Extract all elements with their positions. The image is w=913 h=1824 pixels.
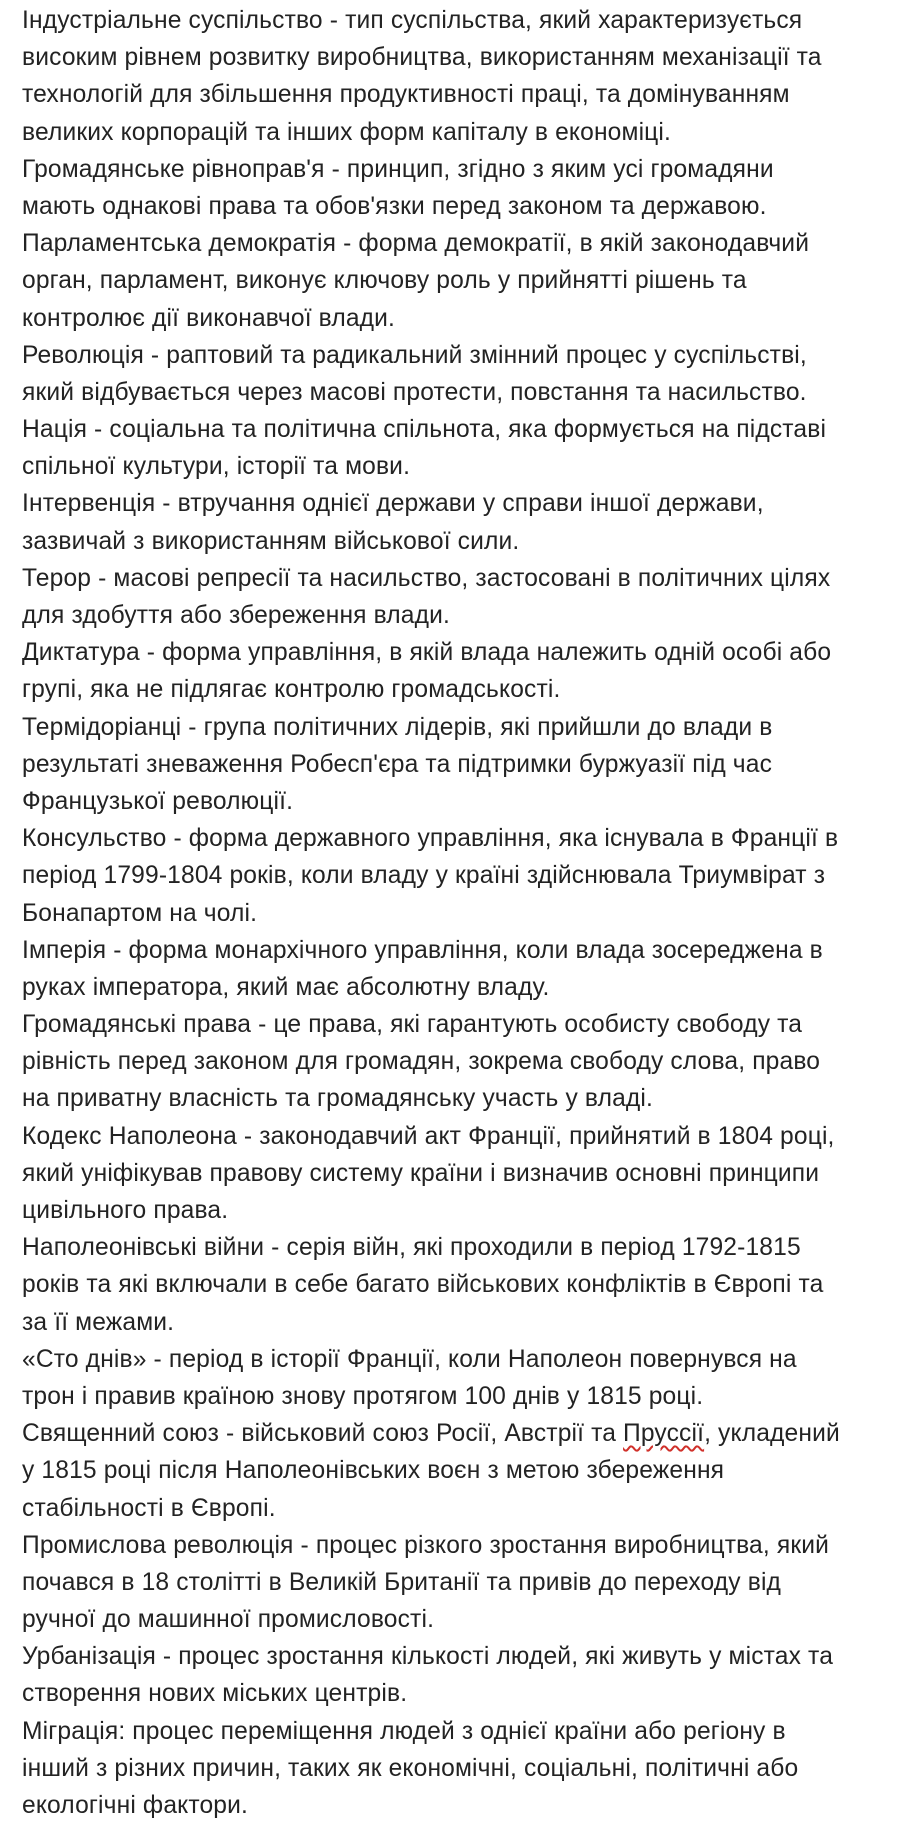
text-line: який уніфікував правову систему країни і визначив основні принципи: [22, 1159, 820, 1187]
definition-entry: [22, 1638, 907, 1712]
text-line: для здобуття або збереження влади.: [22, 602, 450, 629]
definition-entry: [22, 560, 907, 634]
definition-entry: [22, 411, 907, 485]
text-line: Громадянські права - це права, які гарантують особисту свободу та: [22, 1011, 803, 1039]
text-line: Урбанізація - процес зростання кількості людей, які живуть у містах та: [22, 1643, 834, 1671]
text-line: Парламентська демократія - форма демократії, в якій законодавчий: [22, 230, 810, 258]
spellcheck-flagged-word: Пруссії: [623, 1420, 705, 1448]
text-line: великих корпорацій та інших форм капіталу в економіці.: [22, 118, 672, 146]
text-line: цивільного права.: [22, 1197, 229, 1224]
text-line: Консульство - форма державного управління, яка існувала в Франції в: [22, 825, 839, 853]
text-line: Наполеонівські війни - серія війн, які проходили в період 1792-1815: [22, 1234, 801, 1262]
text-line: високим рівнем розвитку виробництва, використанням механізації та: [22, 44, 822, 72]
text-line: Громадянське рівноправ'я - принцип, згідно з яким усі громадяни: [22, 155, 774, 183]
text-line: «Сто днів» - період в історії Франції, коли Наполеон повернувся на: [22, 1345, 797, 1373]
text-line: руках імператора, який має абсолютну владу.: [22, 973, 550, 1001]
text-line: Інтервенція - втручання однієї держави у справи іншої держави,: [22, 490, 764, 518]
definition-entry: [22, 337, 907, 411]
text-line: років та які включали в себе багато військових конфліктів в Європі та: [22, 1271, 824, 1299]
text-segment: Священний союз - військовий союз Росії, Австрії та: [22, 1420, 624, 1448]
definition-entry: [22, 2, 907, 151]
text-line: який відбувається через масові протести, повстання та насильство.: [22, 378, 807, 406]
definition-entry: [22, 225, 907, 337]
text-line: [22, 1415, 907, 1452]
text-line: Революція - раптовий та радикальний змінний процес у суспільстві,: [22, 341, 807, 369]
text-line: трон і правив країною знову протягом 100 днів у 1815 році.: [22, 1382, 704, 1410]
text-line: Міграція: процес переміщення людей з однієї країни або регіону в: [22, 1717, 786, 1745]
text-line: групі, яка не підлягає контролю громадськості.: [22, 676, 561, 704]
text-line: Терор - масові репресії та насильство, застосовані в політичних цілях: [22, 564, 831, 592]
text-line: Промислова революція - процес різкого зростання виробництва, який: [22, 1531, 830, 1559]
text-line: почався в 18 столітті в Великій Британії та привів до переходу від: [22, 1568, 782, 1596]
definition-entry: [22, 1527, 907, 1639]
definition-entry: [22, 1229, 907, 1341]
definition-entry: [22, 485, 907, 559]
definition-entry: [22, 1415, 907, 1527]
text-line: на приватну власність та громадянську участь у владі.: [22, 1085, 653, 1113]
definition-entry: [22, 709, 907, 821]
text-line: Французької революції.: [22, 787, 294, 815]
text-line: Диктатура - форма управління, в якій влада належить одній особі або: [22, 639, 832, 667]
text-line: зазвичай з використанням військової сили.: [22, 527, 520, 555]
document-body: [22, 2, 907, 1824]
text-line: ручної до машинної промисловості.: [22, 1606, 435, 1634]
text-line: результаті зневаження Робесп'єра та підтримки буржуазії під час: [22, 750, 773, 778]
text-line: Бонапартом на чолі.: [22, 899, 258, 927]
text-line: спільної культури, історії та мови.: [22, 453, 411, 481]
text-line: технологій для збільшення продуктивності праці, та домінуванням: [22, 81, 790, 109]
text-line: період 1799-1804 років, коли владу у країні здійснювала Триумвірат з: [22, 862, 826, 890]
text-line: контролює дії виконавчої влади.: [22, 304, 396, 332]
text-line: Імперія - форма монархічного управління, коли влада зосереджена в: [22, 936, 823, 964]
definition-entry: [22, 151, 907, 225]
definition-entry: [22, 932, 907, 1006]
definition-entry: [22, 1341, 907, 1415]
definition-entry: [22, 1118, 907, 1230]
definition-entry: [22, 1713, 907, 1824]
definition-entry: [22, 1006, 907, 1118]
text-line: стабільності в Європі.: [22, 1494, 276, 1522]
text-line: екологічні фактори.: [22, 1792, 248, 1819]
text-line: Нація - соціальна та політична спільнота, яка формується на підставі: [22, 416, 827, 444]
text-segment: , укладений: [704, 1420, 840, 1448]
text-line: Кодекс Наполеона - законодавчий акт Франції, прийнятий в 1804 році,: [22, 1122, 835, 1150]
text-line: мають однакові права та обов'язки перед законом та державою.: [22, 192, 767, 220]
text-line: Індустріальне суспільство - тип суспільства, який характеризується: [22, 7, 803, 34]
text-line: Термідоріанці - група політичних лідерів, які прийшли до влади в: [22, 713, 773, 741]
text-line: за її межами.: [22, 1308, 175, 1336]
text-line: інший з різних причин, таких як економічні, соціальні, політичні або: [22, 1754, 799, 1782]
definition-entry: [22, 634, 907, 708]
text-line: створення нових міських центрів.: [22, 1680, 408, 1708]
definition-entry: [22, 820, 907, 932]
text-line: у 1815 році після Наполеонівських воєн з метою збереження: [22, 1457, 725, 1485]
text-line: рівність перед законом для громадян, зокрема свободу слова, право: [22, 1048, 821, 1076]
text-line: орган, парламент, виконує ключову роль у прийнятті рішень та: [22, 267, 747, 295]
